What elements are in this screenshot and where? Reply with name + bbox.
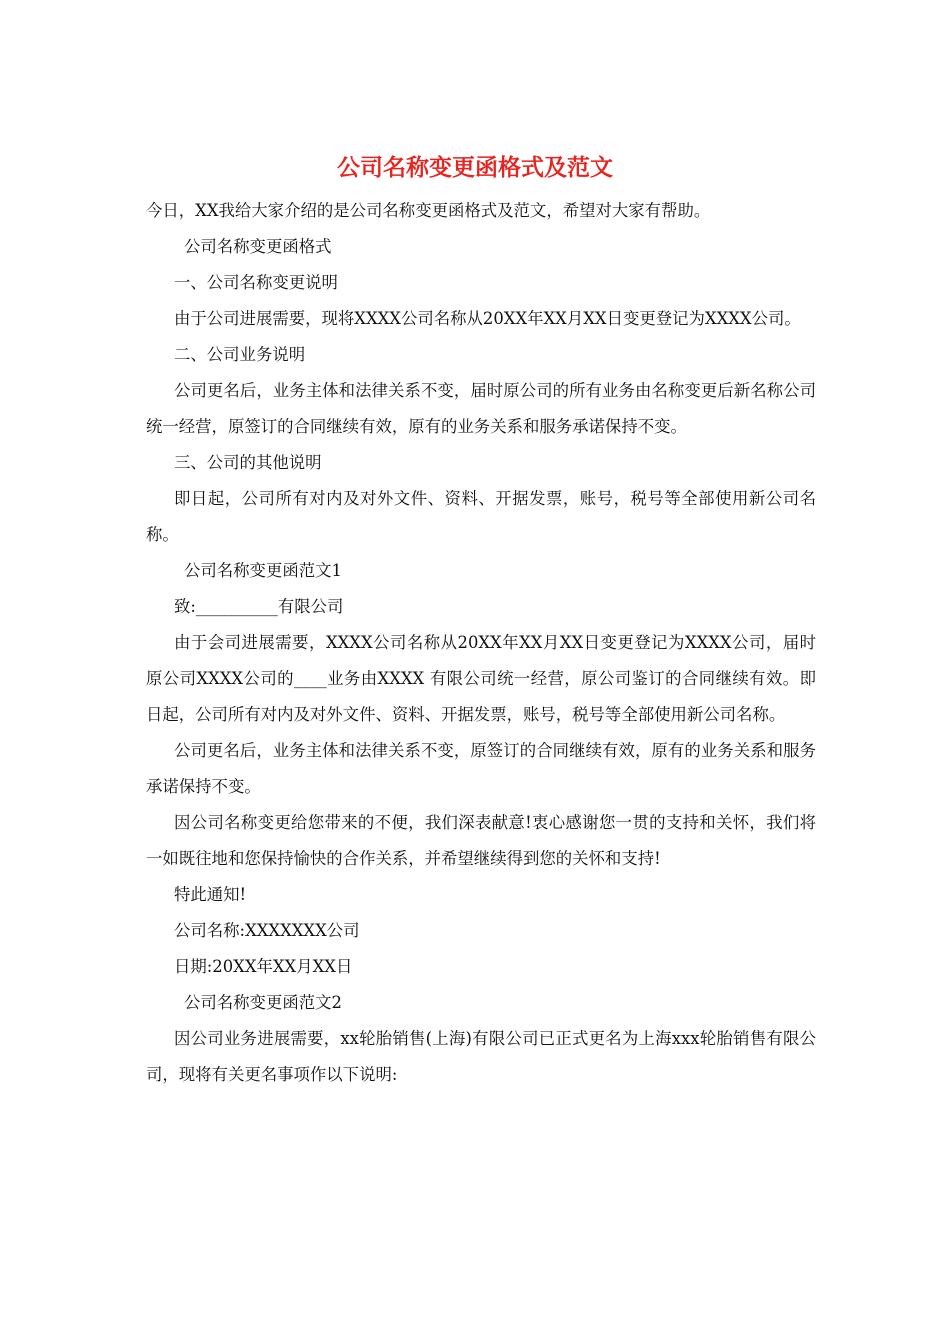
format-heading: 公司名称变更函格式 xyxy=(184,237,332,256)
sample1-paragraph-2: 公司更名后，业务主体和法律关系不变，原签订的合同继续有效，原有的业务关系和服务承诺保持不变。 xyxy=(146,741,816,796)
section2-heading: 二、公司业务说明 xyxy=(174,345,306,364)
intro-paragraph: 今日，XX我给大家介绍的是公司名称变更函格式及范文，希望对大家有帮助。 xyxy=(146,201,711,220)
section1-heading: 一、公司名称变更说明 xyxy=(174,273,338,292)
sample1-date: 日期:20XX年XX月XX日 xyxy=(174,957,353,976)
document-body xyxy=(146,193,816,1093)
section3-heading: 三、公司的其他说明 xyxy=(174,453,322,472)
sample1-heading: 公司名称变更函范文1 xyxy=(184,561,342,580)
sample2-paragraph-1: 因公司业务进展需要，xx轮胎销售(上海)有限公司已正式更名为上海xxx轮胎销售有限公司，现将有关更名事项作以下说明: xyxy=(146,1029,816,1084)
sample1-notice: 特此通知! xyxy=(174,885,247,904)
sample1-recipient: 致:__________有限公司 xyxy=(174,597,344,616)
section2-body: 公司更名后，业务主体和法律关系不变，届时原公司的所有业务由名称变更后新名称公司统一经营，原签订的合同继续有效，原有的业务关系和服务承诺保持不变。 xyxy=(146,381,816,436)
section3-body: 即日起，公司所有对内及对外文件、资料、开据发票，账号，税号等全部使用新公司名称。 xyxy=(146,489,816,544)
sample1-company-name: 公司名称:XXXXXXX公司 xyxy=(174,921,360,940)
document-title: 公司名称变更函格式及范文 xyxy=(337,154,613,181)
section1-body: 由于公司进展需要，现将XXXX公司名称从20XX年XX月XX日变更登记为XXXX公司。 xyxy=(174,309,801,328)
sample1-paragraph-3: 因公司名称变更给您带来的不便，我们深表献意!衷心感谢您一贯的支持和关怀，我们将一如既往地和您保持愉快的合作关系，并希望继续得到您的关怀和支持! xyxy=(146,813,816,868)
sample1-paragraph-1: 由于会司进展需要，XXXX公司名称从20XX年XX月XX日变更登记为XXXX公司，届时原公司XXXX公司的____业务由XXXX 有限公司统一经营，原公司鉴订的合同继续有效。即日起，公司所有对内及对外文件、资料、开据发票，账号，税号等全部使用新公司名称。 xyxy=(146,633,816,724)
sample2-heading: 公司名称变更函范文2 xyxy=(184,993,342,1012)
